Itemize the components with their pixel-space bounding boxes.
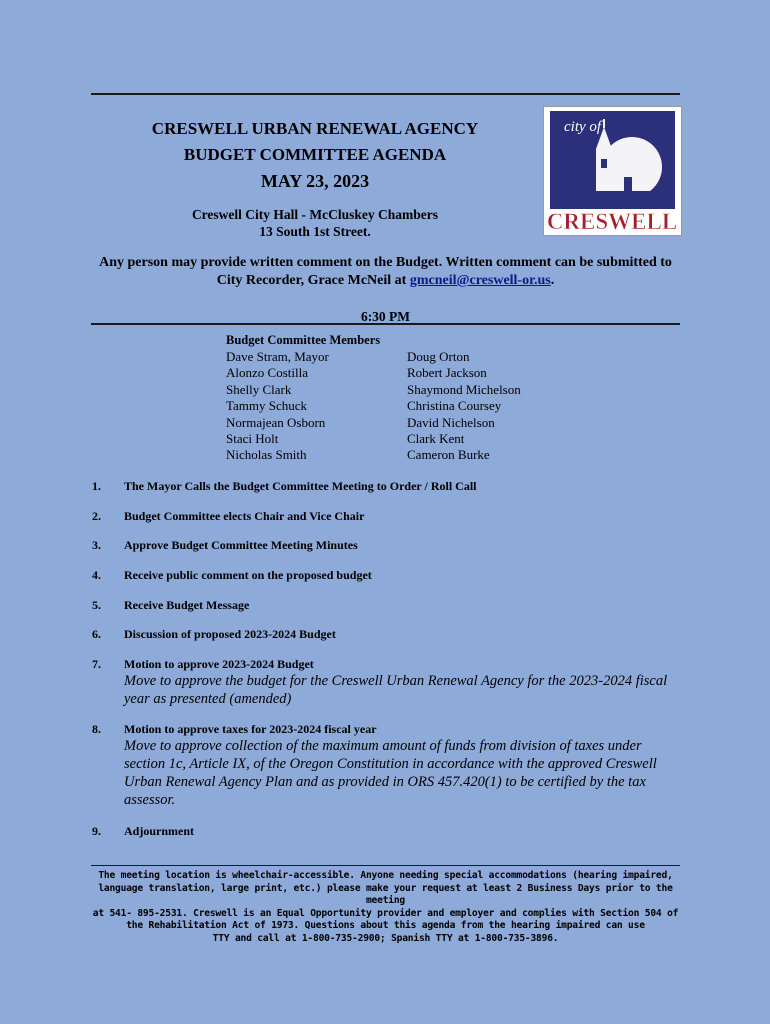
footer-line: TTY and call at 1-800-735-2900; Spanish TTY at 1-800-735-3896. — [212, 932, 559, 944]
logo-church-tower — [596, 149, 612, 191]
agenda-item-number: 1. — [92, 479, 101, 493]
section-rule — [91, 323, 680, 325]
agenda-item-title: Discussion of proposed 2023-2024 Budget — [124, 627, 336, 641]
public-comment-notice — [91, 254, 680, 290]
venue-name: Creswell City Hall - McCluskey Chambers — [191, 207, 439, 222]
logo-cross — [603, 119, 605, 128]
footer-rule — [91, 865, 680, 866]
member-name: Clark Kent — [407, 431, 465, 447]
member-name: Nicholas Smith — [226, 447, 307, 463]
agenda-item-number: 2. — [92, 509, 101, 523]
footer-line: the Rehabilitation Act of 1973. Questions about this agenda from the hearing impaired can use — [126, 920, 645, 932]
member-name: Shaymond Michelson — [407, 381, 521, 397]
recorder-email-link[interactable]: gmcneil@creswell-or.us — [409, 273, 551, 288]
member-name: Dave Stram, Mayor — [226, 349, 329, 364]
agenda-item-title: Budget Committee elects Chair and Vice Chair — [124, 509, 365, 523]
member-name: Christina Coursey — [407, 398, 502, 414]
footer-line: at 541- 895-2531. Creswell is an Equal Opportunity provider and employer and complies with Section 504 of — [92, 907, 679, 919]
agenda-item-number: 8. — [92, 722, 101, 736]
agenda-title: BUDGET COMMITTEE AGENDA — [183, 145, 447, 164]
member-name: Doug Orton — [407, 349, 470, 364]
agenda-item-title: Motion to approve taxes for 2023-2024 fiscal year — [124, 722, 377, 736]
logo-creswell-text: CRESWELL — [546, 209, 678, 234]
city-logo-graphic — [544, 107, 681, 235]
member-name: Normajean Osborn — [226, 414, 326, 430]
agenda-item-title: Motion to approve 2023-2024 Budget — [124, 657, 314, 671]
motion-text: Move to approve collection of the maximum amount of funds from division of taxes under section 1c, Article IX, of the Oregon Constitution in accordance with the approved Creswell Urban Renewal Agency Plan and as provided in ORS 457.420(1) to be certified by the tax assessor. — [124, 738, 657, 808]
agenda-item-number: 6. — [92, 627, 101, 641]
member-name: Cameron Burke — [407, 447, 490, 463]
agenda-item-title: Adjournment — [124, 824, 195, 838]
member-name: Robert Jackson — [407, 365, 487, 381]
logo-city-of-text: city of — [564, 119, 602, 135]
agenda-item-number: 7. — [92, 657, 101, 671]
agenda-item-title: The Mayor Calls the Budget Committee Meeting to Order / Roll Call — [124, 479, 477, 493]
city-of-creswell-logo — [543, 106, 682, 236]
footer-line: The meeting location is wheelchair-accessible. Anyone needing special accommodations (hearing impaired, — [98, 870, 673, 881]
notice-end: . — [550, 273, 555, 288]
logo-ground — [550, 191, 675, 209]
members-left-column — [226, 349, 329, 464]
meeting-time: 6:30 PM — [360, 309, 411, 324]
logo-door — [624, 177, 632, 193]
agenda-item-title: Receive Budget Message — [124, 598, 250, 612]
accessibility-notice — [91, 870, 680, 946]
agenda-item-title: Receive public comment on the proposed budget — [124, 568, 372, 582]
member-name: Tammy Schuck — [226, 398, 308, 414]
agenda-item-number: 9. — [92, 824, 101, 838]
footer-line: language translation, large print, etc.) please make your request at least 2 Business Days prior to the meeting — [98, 882, 673, 907]
motion-text: Move to approve the budget for the Creswell Urban Renewal Agency for the 2023-2024 fiscal year as presented (amended) — [124, 673, 668, 707]
agenda-item-title: Approve Budget Committee Meeting Minutes — [124, 538, 358, 552]
notice-text: Any person may provide written comment on the Budget. Written comment can be submitted to City Recorder, Grace McNeil at — [99, 255, 672, 288]
agenda-item-number: 4. — [92, 568, 101, 582]
agency-title: CRESWELL URBAN RENEWAL AGENCY — [151, 119, 479, 138]
logo-window — [601, 159, 607, 168]
agenda-item-number: 5. — [92, 598, 101, 612]
member-name: Staci Holt — [226, 431, 279, 447]
members-right-column — [407, 349, 521, 464]
member-name: Alonzo Costilla — [226, 365, 308, 381]
meeting-date: MAY 23, 2023 — [260, 171, 370, 191]
member-name: David Nichelson — [407, 414, 495, 430]
member-name: Shelly Clark — [226, 381, 292, 397]
top-rule — [91, 93, 680, 95]
venue-address: 13 South 1st Street. — [259, 224, 371, 239]
members-heading: Budget Committee Members — [226, 333, 381, 347]
agenda-item-number: 3. — [92, 538, 101, 552]
